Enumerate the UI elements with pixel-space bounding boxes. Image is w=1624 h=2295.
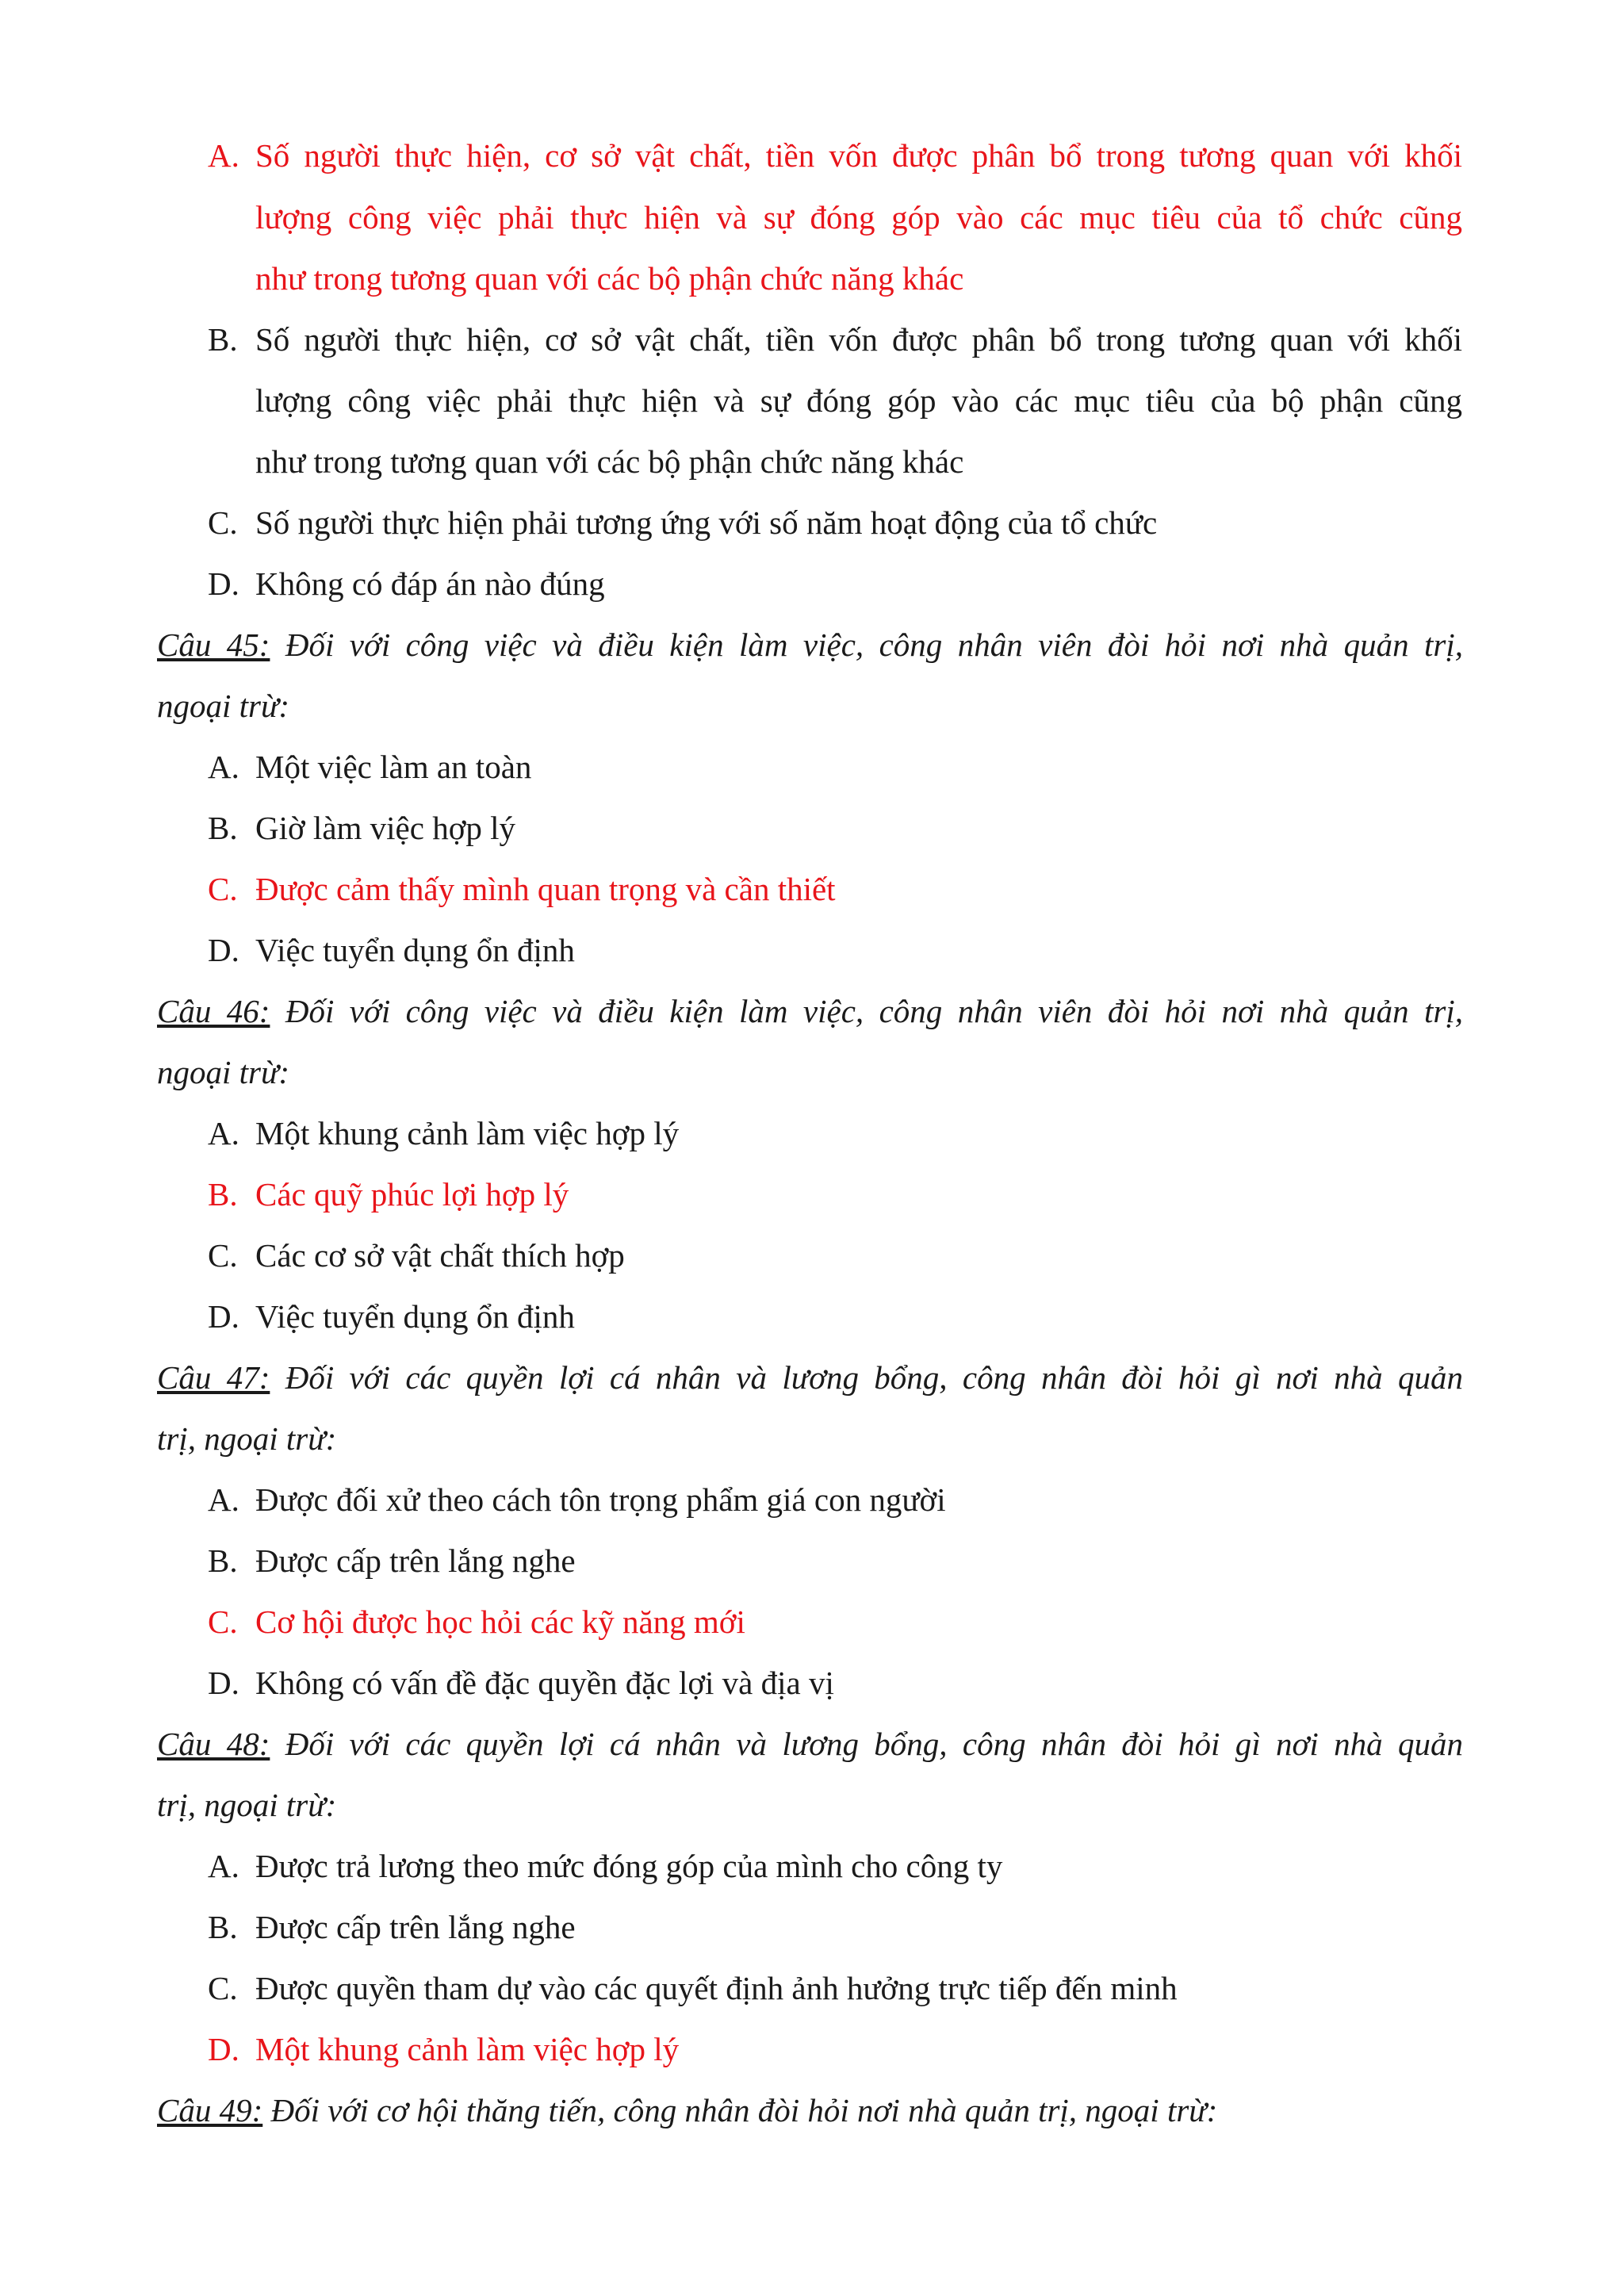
option-text: Được quyền tham dự vào các quyết định ảnh hưởng trực tiếp đến minh [255,1970,1178,2006]
option-letter: A. [208,1848,239,1884]
question-stem-line-1 [157,1720,1463,1768]
option-letter: B. [208,321,238,358]
option-text: Được trả lương theo mức đóng góp của mình cho công ty [255,1848,1003,1884]
question-stem-text: Đối với các quyền lợi cá nhân và lương bổng, công nhân đòi hỏi gì nơi nhà quản [270,1726,1463,1762]
option-text: Số người thực hiện phải tương ứng với số năm hoạt động của tổ chức [255,504,1158,541]
option-text: lượng công việc phải thực hiện và sự đóng góp vào các mục tiêu của tổ chức cũng [255,199,1462,236]
option-text: Các quỹ phúc lợi hợp lý [255,1176,569,1213]
question-stem-line-1 [157,2086,1217,2134]
option-letter: B. [208,1176,238,1213]
option-letter: A. [208,1481,239,1518]
option-text: như trong tương quan với các bộ phận chức năng khác [255,443,964,480]
option-text: Được cảm thấy mình quan trọng và cần thiết [255,871,836,907]
option-letter: C. [208,1237,238,1274]
option-text: Một việc làm an toàn [255,749,532,785]
option-letter: D. [208,1665,239,1701]
option-letter: A. [208,749,239,785]
question-stem-line-1 [157,621,1463,669]
option-text: Không có đáp án nào đúng [255,565,605,602]
option-letter: D. [208,932,239,968]
option-text: Không có vấn đề đặc quyền đặc lợi và địa vị [255,1665,834,1701]
option-text: Được cấp trên lắng nghe [255,1909,576,1945]
option-text: Việc tuyển dụng ổn định [255,932,575,968]
option-letter: A. [208,1115,239,1151]
option-letter: C. [208,871,238,907]
question-label: Câu 46: [157,993,270,1029]
option-letter: D. [208,565,239,602]
option-letter: D. [208,1298,239,1335]
question-stem-text: Đối với công việc và điều kiện làm việc, công nhân viên đòi hỏi nơi nhà quản trị, [270,626,1463,663]
option-letter: A. [208,137,239,174]
option-text: Được đối xử theo cách tôn trọng phẩm giá con người [255,1481,946,1518]
option-text: Một khung cảnh làm việc hợp lý [255,1115,680,1151]
option-letter: B. [208,1909,238,1945]
option-text: Số người thực hiện, cơ sở vật chất, tiền vốn được phân bổ trong tương quan với khối [255,137,1462,174]
option-text: Cơ hội được học hỏi các kỹ năng mới [255,1603,745,1640]
question-stem-line-1 [157,987,1463,1035]
option-text: lượng công việc phải thực hiện và sự đóng góp vào các mục tiêu của bộ phận cũng [255,382,1462,419]
question-label: Câu 49: [157,2092,263,2128]
option-text: Một khung cảnh làm việc hợp lý [255,2031,680,2067]
question-stem-line-2: ngoại trừ: [157,688,290,724]
option-text: như trong tương quan với các bộ phận chức năng khác [255,260,964,297]
option-letter: C. [208,1970,238,2006]
question-stem-text: Đối với cơ hội thăng tiến, công nhân đòi hỏi nơi nhà quản trị, ngoại trừ: [262,2092,1218,2128]
option-letter: B. [208,1542,238,1579]
question-stem-line-2: trị, ngoại trừ: [157,1787,337,1823]
question-stem-line-2: ngoại trừ: [157,1054,290,1090]
option-letter: C. [208,1603,238,1640]
option-letter: D. [208,2031,239,2067]
question-label: Câu 48: [157,1726,270,1762]
option-letter: B. [208,810,238,846]
question-stem-text: Đối với các quyền lợi cá nhân và lương bổng, công nhân đòi hỏi gì nơi nhà quản [270,1359,1463,1396]
question-label: Câu 47: [157,1359,270,1396]
option-text: Việc tuyển dụng ổn định [255,1298,575,1335]
option-text: Được cấp trên lắng nghe [255,1542,576,1579]
option-text: Các cơ sở vật chất thích hợp [255,1237,625,1274]
option-text: Số người thực hiện, cơ sở vật chất, tiền vốn được phân bổ trong tương quan với khối [255,321,1462,358]
question-label: Câu 45: [157,626,270,663]
question-stem-line-2: trị, ngoại trừ: [157,1420,337,1457]
question-stem-line-1 [157,1354,1463,1401]
option-text: Giờ làm việc hợp lý [255,810,516,846]
question-stem-text: Đối với công việc và điều kiện làm việc, công nhân viên đòi hỏi nơi nhà quản trị, [270,993,1463,1029]
option-letter: C. [208,504,238,541]
